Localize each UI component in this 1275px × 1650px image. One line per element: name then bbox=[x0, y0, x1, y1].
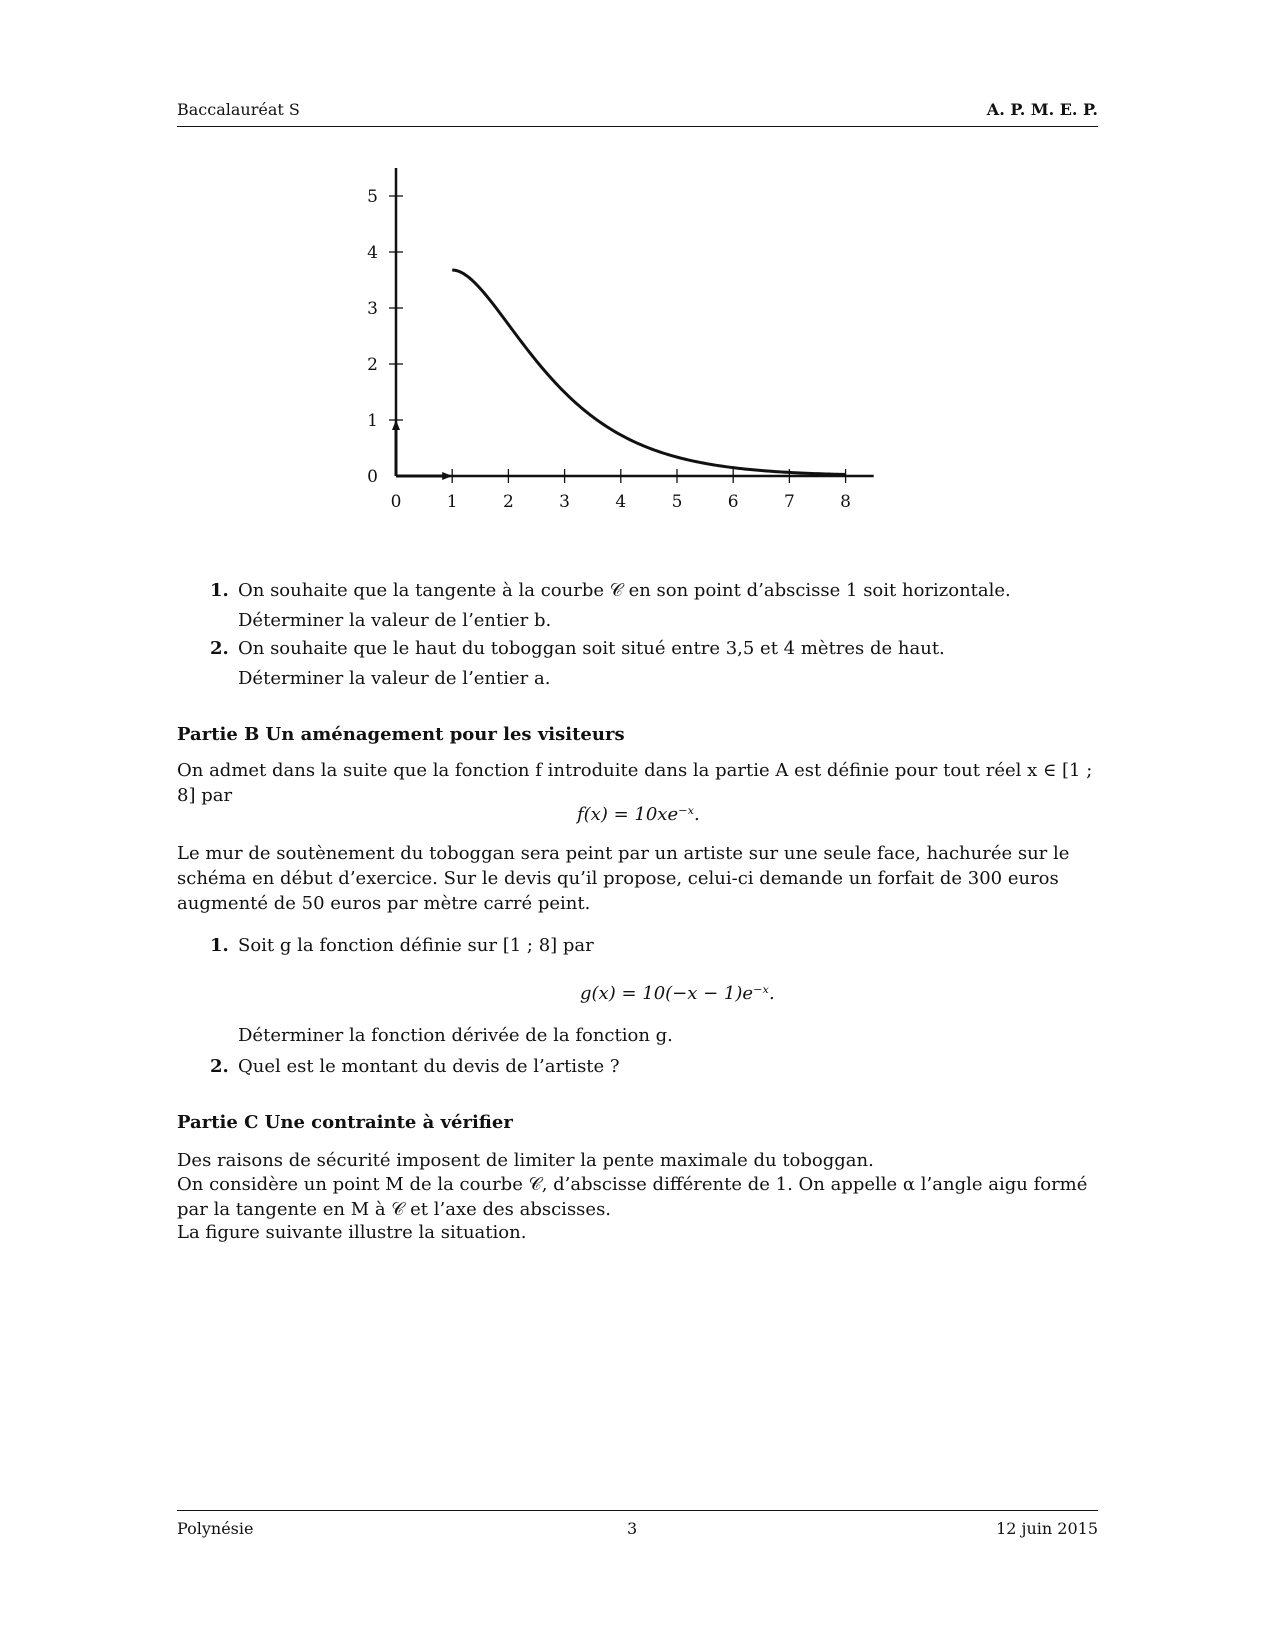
partB-intro: On admet dans la suite que la fonction f introduite dans la partie A est définie pour tout réel x ∈ [1 ; 8] par bbox=[177, 760, 1093, 806]
y-tick-label: 1 bbox=[367, 411, 378, 431]
unit-vector-i-arrow bbox=[442, 472, 452, 480]
x-tick-label: 0 bbox=[390, 492, 402, 512]
formula-g: g(x) = 10(−x − 1)e⁻ˣ. bbox=[580, 983, 775, 1004]
item-question: Déterminer la valeur de l’entier a. bbox=[238, 668, 551, 689]
page-footer bbox=[177, 1510, 1098, 1537]
header-right: A. P. M. E. P. bbox=[986, 100, 1098, 119]
x-tick-label: 7 bbox=[783, 492, 795, 512]
unit-vector-j-arrow bbox=[392, 420, 400, 430]
footer-left: Polynésie bbox=[177, 1519, 254, 1538]
partB-title: Partie B Un aménagement pour les visiteurs bbox=[177, 724, 625, 745]
partC-line-3: La figure suivante illustre la situation. bbox=[177, 1222, 527, 1243]
partC-title: Partie C Une contrainte à vérifier bbox=[177, 1112, 513, 1133]
page-header bbox=[177, 100, 1098, 127]
item-question: Déterminer la valeur de l’entier b. bbox=[238, 610, 552, 631]
header-left: Baccalauréat S bbox=[177, 100, 300, 119]
x-tick-label: 3 bbox=[559, 492, 571, 512]
curve-C bbox=[452, 270, 845, 475]
item-text: Soit g la fonction définie sur [1 ; 8] par bbox=[238, 935, 594, 956]
item-text: On souhaite que la tangente à la courbe 𝒞 en son point d’abscisse 1 soit horizontale. bbox=[238, 580, 1011, 601]
y-tick-label: 4 bbox=[367, 243, 378, 263]
y-tick-label: 3 bbox=[367, 299, 378, 319]
partC-line-1: Des raisons de sécurité imposent de limiter la pente maximale du toboggan. bbox=[177, 1150, 874, 1171]
item-number: 2. bbox=[210, 638, 229, 659]
item-number: 1. bbox=[210, 935, 229, 956]
y-tick-label: 5 bbox=[367, 187, 378, 207]
x-tick-label: 1 bbox=[446, 492, 458, 512]
item-text: On souhaite que le haut du toboggan soit situé entre 3,5 et 4 mètres de haut. bbox=[238, 638, 945, 659]
x-tick-label: 6 bbox=[727, 492, 739, 512]
y-tick-label: 2 bbox=[367, 355, 378, 375]
partC-line-2: On considère un point M de la courbe 𝒞, d’abscisse différente de 1. On appelle α l’angle aigu formé par la tangente en M à 𝒞 et l’axe des abscisses. bbox=[177, 1174, 1088, 1220]
item-number: 1. bbox=[210, 580, 229, 601]
item-number: 2. bbox=[210, 1056, 229, 1077]
toboggan-graph bbox=[360, 165, 900, 525]
x-tick-label: 2 bbox=[502, 492, 514, 512]
formula-f: f(x) = 10xe⁻ˣ. bbox=[577, 804, 700, 825]
x-tick-label: 5 bbox=[671, 492, 683, 512]
footer-right: 12 juin 2015 bbox=[996, 1519, 1098, 1538]
x-tick-label: 8 bbox=[840, 492, 852, 512]
partB-paragraph: Le mur de soutènement du toboggan sera peint par un artiste sur une seule face, hachurée sur le schéma en début d’exercice. Sur le devis qu’il propose, celui-ci demande un forfait de 300 euros augmenté de 50 euros par mètre carré peint. bbox=[177, 843, 1070, 914]
page-number: 3 bbox=[627, 1519, 638, 1538]
item-text: Quel est le montant du devis de l’artiste ? bbox=[238, 1056, 620, 1077]
partB-item-1-question: Déterminer la fonction dérivée de la fonction g. bbox=[238, 1025, 673, 1046]
x-tick-label: 4 bbox=[615, 492, 627, 512]
y-tick-label: 0 bbox=[367, 467, 378, 487]
